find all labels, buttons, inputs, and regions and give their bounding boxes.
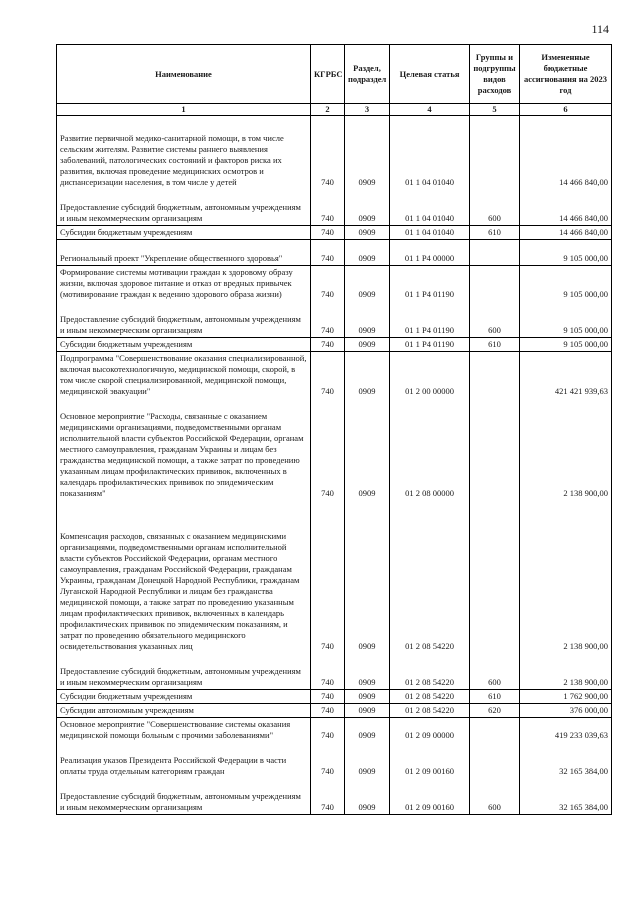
- cell-summa: 2 138 900,00: [520, 530, 612, 653]
- spacer-cell: [57, 301, 311, 313]
- cell-kgrbs: 740: [311, 266, 345, 302]
- header-kgrbs: КГРБС: [311, 45, 345, 104]
- cell-celevaya: 01 2 00 00000: [390, 352, 470, 399]
- spacer-row: [57, 240, 612, 253]
- cell-summa: 9 105 000,00: [520, 313, 612, 338]
- spacer-cell: [390, 116, 470, 133]
- header-gruppy: Группы и подгруппы видов расходов: [470, 45, 520, 104]
- table-row: [57, 201, 612, 226]
- spacer-cell: [390, 778, 470, 790]
- cell-name: Субсидии бюджетным учреждениям: [57, 226, 311, 240]
- cell-vid: [470, 718, 520, 743]
- cell-name: Формирование системы мотивации граждан к здоровому образу жизни, включая здоровое питание и отказ от вредных привычек (мотивирование граждан к ведению здорового образа жизни): [57, 266, 311, 302]
- spacer-cell: [520, 398, 612, 410]
- cell-razdel: 0909: [345, 252, 390, 266]
- cell-celevaya: 01 1 P4 01190: [390, 313, 470, 338]
- table-row: [57, 718, 612, 743]
- cell-name: Предоставление субсидий бюджетным, автономным учреждениям и иным некоммерческим организациям: [57, 201, 311, 226]
- spacer-cell: [311, 742, 345, 754]
- cell-summa: 2 138 900,00: [520, 410, 612, 500]
- spacer-cell: [57, 116, 311, 133]
- cell-kgrbs: 740: [311, 252, 345, 266]
- spacer-cell: [470, 653, 520, 665]
- spacer-row: [57, 189, 612, 201]
- spacer-cell: [390, 653, 470, 665]
- table-row: [57, 313, 612, 338]
- cell-kgrbs: 740: [311, 132, 345, 189]
- spacer-cell: [390, 301, 470, 313]
- cell-name: Субсидии бюджетным учреждениям: [57, 690, 311, 704]
- cell-kgrbs: 740: [311, 704, 345, 718]
- cell-summa: 421 421 939,63: [520, 352, 612, 399]
- spacer-cell: [390, 398, 470, 410]
- spacer-cell: [390, 742, 470, 754]
- cell-razdel: 0909: [345, 352, 390, 399]
- spacer-cell: [311, 398, 345, 410]
- spacer-row: [57, 398, 612, 410]
- cell-kgrbs: 740: [311, 790, 345, 815]
- header-celevaya: Целевая статья: [390, 45, 470, 104]
- spacer-row: [57, 742, 612, 754]
- header-num-5: 5: [470, 104, 520, 116]
- cell-kgrbs: 740: [311, 201, 345, 226]
- cell-summa: 1 762 900,00: [520, 690, 612, 704]
- spacer-cell: [520, 116, 612, 133]
- cell-celevaya: 01 1 04 01040: [390, 132, 470, 189]
- cell-celevaya: 01 2 08 54220: [390, 690, 470, 704]
- spacer-row: [57, 500, 612, 530]
- table-row: [57, 665, 612, 690]
- spacer-row: [57, 653, 612, 665]
- spacer-cell: [345, 398, 390, 410]
- spacer-cell: [57, 500, 311, 530]
- cell-summa: 32 165 384,00: [520, 790, 612, 815]
- cell-razdel: 0909: [345, 201, 390, 226]
- cell-celevaya: 01 1 04 01040: [390, 201, 470, 226]
- table-row: [57, 690, 612, 704]
- spacer-cell: [57, 189, 311, 201]
- cell-razdel: 0909: [345, 266, 390, 302]
- cell-name: Реализация указов Президента Российской Федерации в части оплаты труда отдельным категориям граждан: [57, 754, 311, 778]
- cell-vid: 610: [470, 338, 520, 352]
- table-row: [57, 266, 612, 302]
- spacer-cell: [311, 240, 345, 253]
- spacer-cell: [470, 500, 520, 530]
- cell-celevaya: 01 1 P4 00000: [390, 252, 470, 266]
- cell-vid: [470, 132, 520, 189]
- cell-vid: [470, 410, 520, 500]
- cell-name: Основное мероприятие "Совершенствование системы оказания медицинской помощи больным с прочими заболеваниями": [57, 718, 311, 743]
- cell-kgrbs: 740: [311, 226, 345, 240]
- spacer-cell: [57, 778, 311, 790]
- cell-summa: 9 105 000,00: [520, 252, 612, 266]
- cell-vid: [470, 266, 520, 302]
- table-row: [57, 132, 612, 189]
- cell-summa: 2 138 900,00: [520, 665, 612, 690]
- spacer-cell: [520, 778, 612, 790]
- header-num-2: 2: [311, 104, 345, 116]
- cell-kgrbs: 740: [311, 718, 345, 743]
- cell-name: Региональный проект "Укрепление общественного здоровья": [57, 252, 311, 266]
- cell-name: Субсидии бюджетным учреждениям: [57, 338, 311, 352]
- header-num-1: 1: [57, 104, 311, 116]
- cell-vid: [470, 352, 520, 399]
- cell-name: Основное мероприятие "Расходы, связанные с оказанием медицинскими организациями, подведомственными органам исполнительной власти субъектов Российской Федерации, органам местного самоуправления, гражданам Украины и лицам без гражданства медицинской помощи, а также затрат по проведению указанным лицам профилактических прививок, включенных в календарь профилактических прививок по эпидемическим показаниям": [57, 410, 311, 500]
- cell-razdel: 0909: [345, 690, 390, 704]
- cell-vid: [470, 252, 520, 266]
- spacer-cell: [345, 301, 390, 313]
- table-row: [57, 410, 612, 500]
- cell-celevaya: 01 1 P4 01190: [390, 338, 470, 352]
- table-row: [57, 754, 612, 778]
- spacer-cell: [311, 500, 345, 530]
- cell-summa: 419 233 039,63: [520, 718, 612, 743]
- cell-name: Предоставление субсидий бюджетным, автономным учреждениям и иным некоммерческим организациям: [57, 665, 311, 690]
- header-name: Наименование: [57, 45, 311, 104]
- spacer-cell: [57, 240, 311, 253]
- cell-vid: [470, 754, 520, 778]
- header-num-3: 3: [345, 104, 390, 116]
- spacer-cell: [470, 240, 520, 253]
- spacer-cell: [311, 189, 345, 201]
- cell-celevaya: 01 2 08 00000: [390, 410, 470, 500]
- spacer-cell: [390, 189, 470, 201]
- spacer-cell: [345, 500, 390, 530]
- cell-vid: 620: [470, 704, 520, 718]
- cell-celevaya: 01 2 08 54220: [390, 530, 470, 653]
- table-row: [57, 338, 612, 352]
- cell-name: Предоставление субсидий бюджетным, автономным учреждениям и иным некоммерческим организациям: [57, 790, 311, 815]
- cell-celevaya: 01 2 08 54220: [390, 704, 470, 718]
- spacer-cell: [520, 189, 612, 201]
- page-number: 114: [591, 22, 609, 36]
- spacer-cell: [470, 189, 520, 201]
- table-row: [57, 790, 612, 815]
- cell-name: Компенсация расходов, связанных с оказанием медицинскими организациями, подведомственными органам исполнительной власти субъектов Российской Федерации, органам местного самоуправления, гражданам Российской Федерации, гражданам Украины, гражданам Донецкой Народной Республики, гражданам Луганской Народной Республики и лицам без гражданства медицинской помощи, а также затрат по проведению указанным лицам профилактических прививок, включенных в календарь профилактических прививок по эпидемическим показаниям, и затрат по проведению обязательного медицинского освидетельствования указанных лиц: [57, 530, 311, 653]
- cell-razdel: 0909: [345, 132, 390, 189]
- spacer-cell: [390, 240, 470, 253]
- spacer-cell: [311, 116, 345, 133]
- spacer-cell: [57, 398, 311, 410]
- cell-kgrbs: 740: [311, 352, 345, 399]
- header-num-4: 4: [390, 104, 470, 116]
- cell-razdel: 0909: [345, 718, 390, 743]
- spacer-cell: [470, 742, 520, 754]
- header-razdel: Раздел, подраздел: [345, 45, 390, 104]
- cell-razdel: 0909: [345, 704, 390, 718]
- cell-kgrbs: 740: [311, 530, 345, 653]
- cell-summa: 14 466 840,00: [520, 201, 612, 226]
- cell-celevaya: 01 2 08 54220: [390, 665, 470, 690]
- cell-celevaya: 01 2 09 00160: [390, 790, 470, 815]
- cell-kgrbs: 740: [311, 665, 345, 690]
- table-row: [57, 704, 612, 718]
- cell-razdel: 0909: [345, 754, 390, 778]
- cell-name: Подпрограмма "Совершенствование оказания специализированной, включая высокотехнологичную, медицинской помощи, скорой, в том числе скорой специализированной, медицинской помощи, медицинской эвакуации": [57, 352, 311, 399]
- spacer-cell: [57, 653, 311, 665]
- spacer-cell: [520, 301, 612, 313]
- spacer-cell: [470, 301, 520, 313]
- cell-celevaya: 01 1 P4 01190: [390, 266, 470, 302]
- spacer-cell: [345, 653, 390, 665]
- spacer-cell: [470, 778, 520, 790]
- cell-vid: 600: [470, 201, 520, 226]
- spacer-cell: [345, 778, 390, 790]
- cell-razdel: 0909: [345, 410, 390, 500]
- cell-kgrbs: 740: [311, 338, 345, 352]
- cell-kgrbs: 740: [311, 754, 345, 778]
- cell-razdel: 0909: [345, 790, 390, 815]
- cell-summa: 9 105 000,00: [520, 338, 612, 352]
- spacer-cell: [520, 240, 612, 253]
- spacer-cell: [470, 398, 520, 410]
- cell-razdel: 0909: [345, 665, 390, 690]
- spacer-row: [57, 778, 612, 790]
- spacer-row: [57, 301, 612, 313]
- cell-vid: 600: [470, 313, 520, 338]
- spacer-cell: [57, 742, 311, 754]
- cell-vid: 600: [470, 665, 520, 690]
- cell-kgrbs: 740: [311, 313, 345, 338]
- cell-celevaya: 01 2 09 00160: [390, 754, 470, 778]
- cell-summa: 14 466 840,00: [520, 132, 612, 189]
- cell-kgrbs: 740: [311, 690, 345, 704]
- table-row: [57, 530, 612, 653]
- table-row: [57, 226, 612, 240]
- cell-summa: 376 000,00: [520, 704, 612, 718]
- cell-vid: 610: [470, 226, 520, 240]
- header-num-6: 6: [520, 104, 612, 116]
- cell-name: Предоставление субсидий бюджетным, автономным учреждениям и иным некоммерческим организациям: [57, 313, 311, 338]
- cell-celevaya: 01 2 09 00000: [390, 718, 470, 743]
- spacer-cell: [311, 653, 345, 665]
- spacer-cell: [470, 116, 520, 133]
- spacer-cell: [520, 742, 612, 754]
- table-body: [57, 116, 612, 815]
- spacer-cell: [311, 301, 345, 313]
- cell-summa: 9 105 000,00: [520, 266, 612, 302]
- cell-name: Субсидии автономным учреждениям: [57, 704, 311, 718]
- table-row: [57, 252, 612, 266]
- spacer-cell: [345, 742, 390, 754]
- budget-table: [56, 44, 612, 815]
- cell-name: Развитие первичной медико-санитарной помощи, в том числе сельским жителям. Развитие системы раннего выявления заболеваний, патологических состояний и факторов риска их развития, включая проведение медицинских осмотров и диспансеризации населения, в том числе у детей: [57, 132, 311, 189]
- cell-razdel: 0909: [345, 530, 390, 653]
- cell-razdel: 0909: [345, 338, 390, 352]
- spacer-cell: [345, 116, 390, 133]
- cell-razdel: 0909: [345, 313, 390, 338]
- spacer-cell: [311, 778, 345, 790]
- cell-celevaya: 01 1 04 01040: [390, 226, 470, 240]
- spacer-row: [57, 116, 612, 133]
- spacer-cell: [345, 189, 390, 201]
- table-row: [57, 352, 612, 399]
- spacer-cell: [520, 500, 612, 530]
- cell-kgrbs: 740: [311, 410, 345, 500]
- spacer-cell: [520, 653, 612, 665]
- cell-vid: 610: [470, 690, 520, 704]
- cell-razdel: 0909: [345, 226, 390, 240]
- spacer-cell: [345, 240, 390, 253]
- cell-summa: 14 466 840,00: [520, 226, 612, 240]
- cell-vid: 600: [470, 790, 520, 815]
- cell-summa: 32 165 384,00: [520, 754, 612, 778]
- cell-vid: [470, 530, 520, 653]
- spacer-cell: [390, 500, 470, 530]
- header-izmenennye: Измененные бюджетные ассигнования на 2023 год: [520, 45, 612, 104]
